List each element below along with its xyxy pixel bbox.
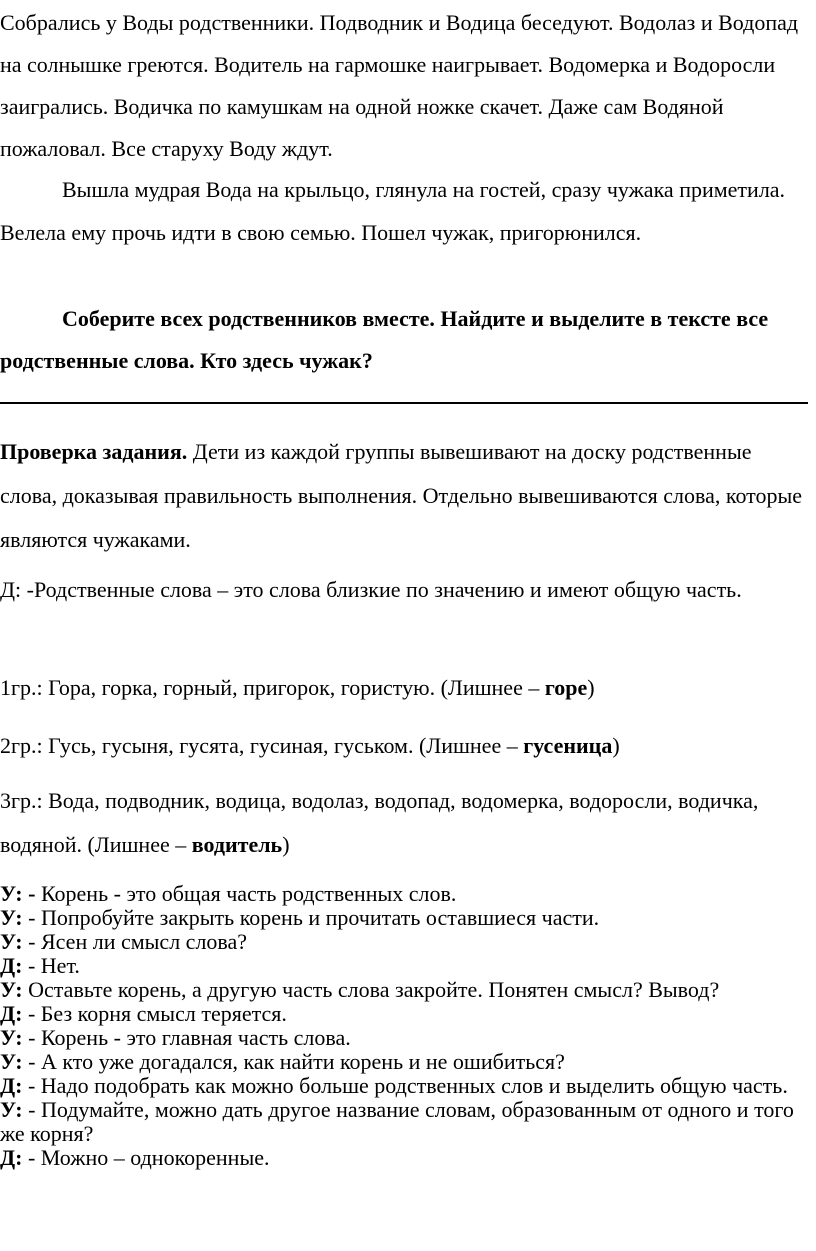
dialog-text: - Без корня смысл теряется. xyxy=(22,1001,287,1026)
dialog-line xyxy=(0,1050,810,1074)
dialog-speaker: Д: xyxy=(0,1001,23,1026)
dialog-text: - Нет. xyxy=(22,953,80,978)
group-2-odd-word: гусеница xyxy=(523,733,613,758)
story-paragraph-2: Вышла мудрая Вода на крыльцо, глянула на гостей, сразу чужака приметила. Велела ему прочь идти в свою семью. Пошел чужак, пригорюнился. xyxy=(0,177,786,245)
dialog-line xyxy=(0,954,810,978)
dialog-line xyxy=(0,1026,810,1050)
dialog-line xyxy=(0,1002,810,1026)
dialog-speaker: У: xyxy=(0,929,23,954)
dialog-speaker: У: xyxy=(0,1097,23,1122)
dialog-line xyxy=(0,930,810,954)
dialog-text: - Надо подобрать как можно больше родственных слов и выделить общую часть. xyxy=(22,1073,788,1098)
group-1-words: 1гр.: Гора, горка, горный, пригорок, гористую. (Лишнее – xyxy=(0,675,545,700)
group-3-words: 3гр.: Вода, подводник, водица, водолаз, водопад, водомерка, водоросли, водичка, водяной. (Лишнее – xyxy=(0,788,759,857)
dialog-text: - Можно – однокоренные. xyxy=(22,1145,270,1170)
dialog-text: Оставьте корень, а другую часть слова закройте. Понятен смысл? Вывод? xyxy=(22,977,720,1002)
dialog-speaker: Д: xyxy=(0,953,23,978)
dialog-speaker: У: - xyxy=(0,881,36,906)
dialog-line xyxy=(0,1146,810,1170)
dialog-speaker: У: xyxy=(0,1049,23,1074)
dialog-speaker: Д: xyxy=(0,1073,23,1098)
group-3-line xyxy=(0,779,810,867)
dialog-speaker: Д: xyxy=(0,1145,23,1170)
dialog-line xyxy=(0,882,810,906)
definition-paragraph: Д: -Родственные слова – это слова близкие по значению и имеют общую часть. xyxy=(0,577,742,602)
dialog-line xyxy=(0,1074,810,1098)
dialog-line xyxy=(0,1098,810,1146)
group-3-close: ) xyxy=(282,832,290,857)
group-1-odd-word: горе xyxy=(544,675,588,700)
dialog-speaker: У: xyxy=(0,977,23,1002)
check-label: Проверка задания. xyxy=(0,439,188,464)
dialog-speaker: У: xyxy=(0,1025,23,1050)
group-2-line xyxy=(0,724,810,768)
group-1-close: ) xyxy=(587,675,595,700)
dialog-text: - А кто уже догадался, как найти корень и не ошибиться? xyxy=(22,1049,565,1074)
dialog-line xyxy=(0,978,810,1002)
group-1-line xyxy=(0,666,810,710)
check-text: Дети из каждой группы вывешивают на доску родственные слова, доказывая правильность выполнения. Отдельно вывешиваются слова, которые являются чужаками. xyxy=(0,439,803,552)
group-2-words: 2гр.: Гусь, гусыня, гусята, гусиная, гуськом. (Лишнее – xyxy=(0,733,524,758)
dialog-text: - Корень - это главная часть слова. xyxy=(22,1025,351,1050)
task-instruction: Соберите всех родственников вместе. Найдите и выделите в тексте все родственные слова. Кто здесь чужак? xyxy=(0,306,769,373)
dialog-speaker: У: xyxy=(0,905,23,930)
dialog-text: - Попробуйте закрыть корень и прочитать оставшиеся части. xyxy=(22,905,600,930)
dialog-text: - Ясен ли смысл слова? xyxy=(22,929,248,954)
story-paragraph-1: Собрались у Воды родственники. Подводник и Водица беседуют. Водолаз и Водопад на солнышке греются. Водитель на гармошке наигрывает. Водомерка и Водоросли заигрались. Водичка по камушкам на одной ножке скачет. Даже сам Водяной пожаловал. Все старуху Воду ждут. xyxy=(0,10,799,161)
group-2-close: ) xyxy=(612,733,620,758)
dialog-text: - Подумайте, можно дать другое название словам, образованным от одного и того же корня? xyxy=(0,1097,794,1146)
dialog-text: Корень - это общая часть родственных слов. xyxy=(35,881,457,906)
horizontal-divider xyxy=(0,402,808,404)
dialog-block xyxy=(0,882,810,1170)
dialog-line xyxy=(0,906,810,930)
group-3-odd-word: водитель xyxy=(191,832,283,857)
check-paragraph xyxy=(0,430,810,562)
